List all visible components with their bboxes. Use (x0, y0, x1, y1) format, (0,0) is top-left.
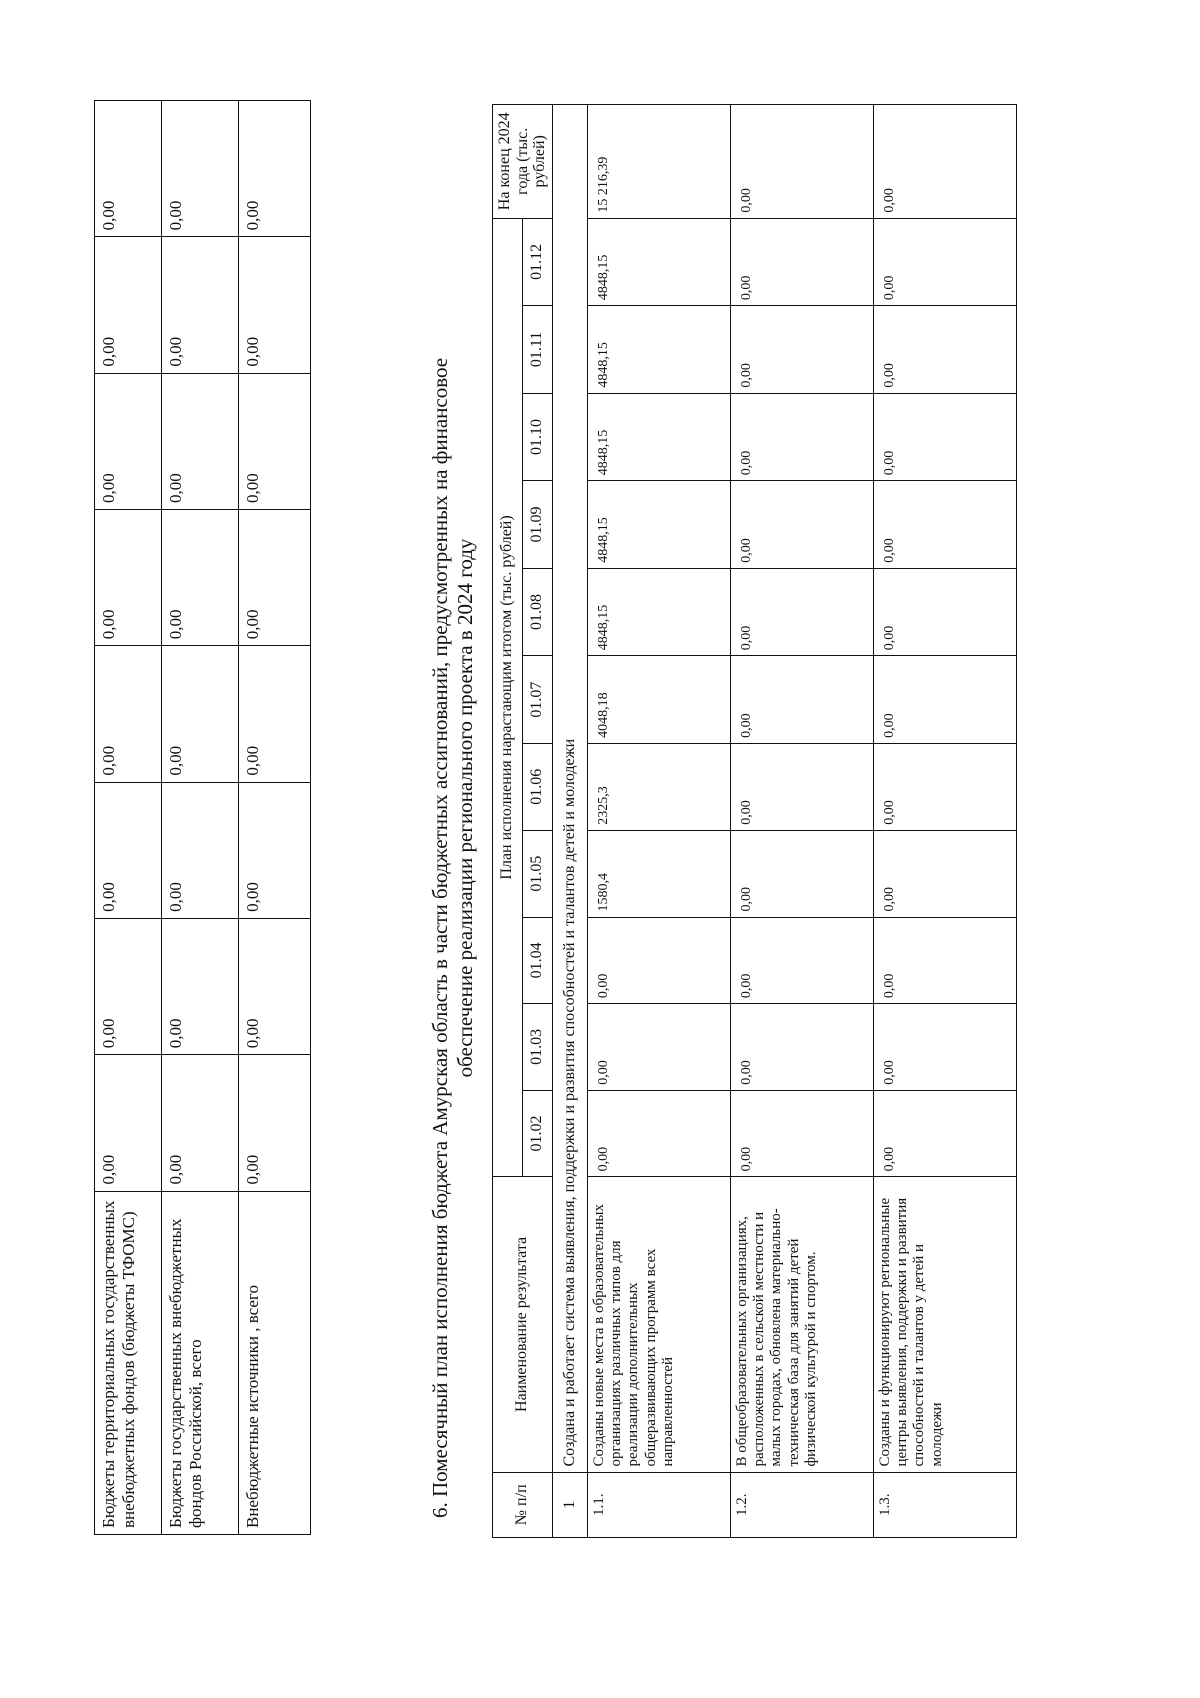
header-month: 01.07 (522, 656, 552, 744)
funding-value: 0,00 (162, 101, 239, 237)
plan-value: 0,00 (873, 656, 1016, 744)
header-month: 01.05 (522, 830, 552, 917)
funding-value: 0,00 (95, 237, 162, 373)
header-month: 01.08 (522, 568, 552, 656)
funding-value: 0,00 (162, 646, 239, 782)
header-month: 01.11 (522, 306, 552, 394)
header-end-of-year: На конец 2024 года (тыс. рублей) (493, 105, 553, 219)
funding-value: 0,00 (239, 918, 311, 1054)
end-of-year-value: 15 216,39 (587, 105, 730, 219)
plan-value: 4048,18 (587, 656, 730, 744)
funding-value: 0,00 (95, 101, 162, 237)
result-row (873, 105, 1016, 1538)
header-month: 01.03 (522, 1004, 552, 1091)
result-name: В общеобразовательных организациях, расположенных в сельской местности и малых городах, обновлена материально-техническая база для занятий детей физической культурой и спортом. (730, 1177, 873, 1472)
header-month: 01.06 (522, 743, 552, 830)
funding-value: 0,00 (95, 918, 162, 1054)
result-name: Созданы новые места в образовательных организациях различных типов для реализации дополнительных общеразвивающих программ всех направленностей (587, 1177, 730, 1472)
funding-source-name: Бюджеты территориальных государственных внебюджетных фондов (бюджеты ТФОМС) (95, 1191, 162, 1534)
plan-value: 0,00 (873, 830, 1016, 917)
funding-value: 0,00 (162, 782, 239, 918)
plan-value: 0,00 (730, 830, 873, 917)
funding-value: 0,00 (162, 373, 239, 509)
plan-value: 0,00 (730, 393, 873, 481)
plan-value: 4848,15 (587, 306, 730, 394)
plan-value: 0,00 (873, 306, 1016, 394)
plan-value: 0,00 (873, 218, 1016, 306)
result-name: Созданы и функционируют региональные центры выявления, поддержки и развития способностей и талантов у детей и молодежи (873, 1177, 1016, 1472)
header-month: 01.12 (522, 218, 552, 306)
plan-value: 0,00 (873, 393, 1016, 481)
plan-value: 4848,15 (587, 481, 730, 569)
plan-value: 0,00 (873, 568, 1016, 656)
plan-value: 0,00 (730, 743, 873, 830)
end-of-year-value: 0,00 (730, 105, 873, 219)
funding-value: 0,00 (239, 101, 311, 237)
plan-value: 0,00 (730, 306, 873, 394)
header-month: 01.04 (522, 917, 552, 1004)
funding-value: 0,00 (239, 782, 311, 918)
plan-value: 0,00 (873, 743, 1016, 830)
funding-row (95, 101, 162, 1535)
plan-value: 0,00 (873, 481, 1016, 569)
goal-num: 1 (552, 1472, 587, 1537)
funding-value: 0,00 (239, 1055, 311, 1191)
funding-row (162, 101, 239, 1535)
funding-value: 0,00 (162, 237, 239, 373)
funding-value: 0,00 (95, 782, 162, 918)
section-heading-line-1: 6. Помесячный план исполнения бюджета Амурская область в части бюджетных ассигнований, предусмотренных на финансовое (428, 357, 452, 1518)
funding-value: 0,00 (239, 509, 311, 645)
result-row (730, 105, 873, 1538)
funding-value: 0,00 (239, 237, 311, 373)
funding-value: 0,00 (239, 373, 311, 509)
plan-value: 0,00 (873, 917, 1016, 1004)
header-row-1 (493, 105, 523, 1538)
plan-value: 0,00 (587, 917, 730, 1004)
funding-value: 0,00 (95, 509, 162, 645)
plan-value: 0,00 (730, 218, 873, 306)
section-heading-line-2: обеспечение реализации регионального проекта в 2024 году (453, 538, 478, 1078)
funding-value: 0,00 (95, 373, 162, 509)
plan-value: 1580,4 (587, 830, 730, 917)
section-heading (428, 98, 478, 1518)
plan-value: 0,00 (587, 1090, 730, 1177)
plan-value: 2325,3 (587, 743, 730, 830)
result-num: 1.2. (730, 1472, 873, 1537)
plan-value: 0,00 (730, 568, 873, 656)
funding-value: 0,00 (95, 1055, 162, 1191)
plan-value: 0,00 (730, 656, 873, 744)
plan-value: 4848,15 (587, 218, 730, 306)
funding-sources-table (94, 100, 311, 1535)
monthly-plan-table (492, 104, 1017, 1538)
funding-source-name: Бюджеты государственных внебюджетных фондов Российской, всего (162, 1191, 239, 1534)
funding-source-name: Внебюджетные источники , всего (239, 1191, 311, 1534)
plan-value: 0,00 (873, 1090, 1016, 1177)
plan-value: 0,00 (587, 1004, 730, 1091)
result-num: 1.1. (587, 1472, 730, 1537)
result-num: 1.3. (873, 1472, 1016, 1537)
funding-value: 0,00 (162, 509, 239, 645)
plan-value: 0,00 (730, 1090, 873, 1177)
funding-row (239, 101, 311, 1535)
header-month: 01.02 (522, 1090, 552, 1177)
funding-value: 0,00 (239, 646, 311, 782)
funding-value: 0,00 (162, 918, 239, 1054)
header-name: Наименование результата (493, 1177, 553, 1472)
goal-text: Создана и работает система выявления, поддержки и развития способностей и талантов детей и молодежи (552, 105, 587, 1473)
header-month: 01.09 (522, 481, 552, 569)
plan-value: 0,00 (730, 481, 873, 569)
header-num: № п/п (493, 1472, 553, 1537)
header-plan-group: План исполнения нарастающим итогом (тыс. рублей) (493, 218, 523, 1177)
header-month: 01.10 (522, 393, 552, 481)
result-row (587, 105, 730, 1538)
end-of-year-value: 0,00 (873, 105, 1016, 219)
plan-value: 4848,15 (587, 393, 730, 481)
plan-value: 0,00 (730, 917, 873, 1004)
goal-row (552, 105, 587, 1538)
funding-value: 0,00 (95, 646, 162, 782)
plan-value: 0,00 (873, 1004, 1016, 1091)
plan-value: 4848,15 (587, 568, 730, 656)
plan-value: 0,00 (730, 1004, 873, 1091)
funding-value: 0,00 (162, 1055, 239, 1191)
